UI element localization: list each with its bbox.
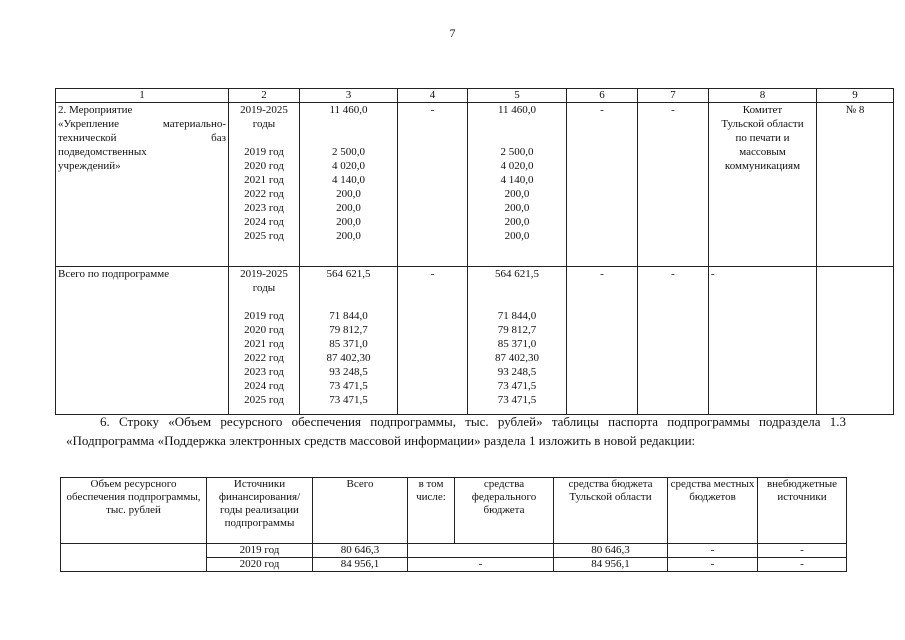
col-header-9: 9: [817, 89, 894, 103]
measure-regional: 11 460,0 2 500,0 4 020,0 4 140,0 200,0 200,0 200,0 200,0: [468, 103, 567, 267]
measure-col9: № 8: [817, 103, 894, 267]
passport-year: 2019 год: [207, 544, 313, 558]
passport-header-row: [61, 478, 847, 544]
passport-header-including: в том числе:: [408, 478, 455, 544]
total-col9: [817, 267, 894, 415]
amendment-text: 6. Строку «Объем ресурсного обеспечения подпрограммы, тыс. рублей» таблицы паспорта подпрограммы подраздела 1.3 «Подпрограмма «Поддержка электронных средств массовой информации» раздела 1 изложить в новой редакции:: [66, 414, 846, 448]
passport-federal: -: [408, 558, 554, 572]
passport-table: [60, 477, 847, 572]
table-header-row: [56, 89, 894, 103]
passport-extra: -: [758, 558, 847, 572]
table-row-measure: [56, 103, 894, 267]
passport-total: 84 956,1: [313, 558, 408, 572]
passport-header-extra: внебюджетные источники: [758, 478, 847, 544]
passport-header-regional: средства бюджета Тульской области: [554, 478, 668, 544]
measure-col4: -: [398, 103, 468, 267]
col-header-7: 7: [638, 89, 709, 103]
passport-extra: -: [758, 544, 847, 558]
passport-federal: [408, 544, 554, 558]
passport-empty-cell: [61, 544, 207, 572]
passport-header-volume: Объем ресурсного обеспечения подпрограммы, тыс. рублей: [61, 478, 207, 544]
passport-total: 80 646,3: [313, 544, 408, 558]
passport-regional: 84 956,1: [554, 558, 668, 572]
col-header-2: 2: [229, 89, 300, 103]
passport-row-2019: [61, 544, 847, 558]
col-header-8: 8: [709, 89, 817, 103]
measure-total: 11 460,0 2 500,0 4 020,0 4 140,0 200,0 200,0 200,0 200,0: [300, 103, 398, 267]
measure-name: 2. Мероприятие «Укрепление материально- технической баз подведомственных учреждений»: [56, 103, 229, 267]
total-col6: -: [567, 267, 638, 415]
table-row-total: [56, 267, 894, 415]
col-header-4: 4: [398, 89, 468, 103]
page-number: 7: [449, 26, 456, 40]
passport-header-total: Всего: [313, 478, 408, 544]
col-header-6: 6: [567, 89, 638, 103]
total-sum: 564 621,5 71 844,0 79 812,7 85 371,0 87 402,30 93 248,5 73 471,5 73 471,5: [300, 267, 398, 415]
col-header-3: 3: [300, 89, 398, 103]
passport-regional: 80 646,3: [554, 544, 668, 558]
col-header-5: 5: [468, 89, 567, 103]
passport-header-sources: Источники финансирования/ годы реализации подпрограммы: [207, 478, 313, 544]
measure-col7: -: [638, 103, 709, 267]
total-regional: 564 621,5 71 844,0 79 812,7 85 371,0 87 402,30 93 248,5 73 471,5 73 471,5: [468, 267, 567, 415]
passport-header-federal: средства федерального бюджета: [455, 478, 554, 544]
funding-table: [55, 88, 894, 415]
total-col8: -: [709, 267, 817, 415]
amendment-paragraph: [66, 412, 846, 450]
total-col4: -: [398, 267, 468, 415]
measure-executor: Комитет Тульской области по печати и массовым коммуникациям: [709, 103, 817, 267]
passport-header-local: средства местных бюджетов: [668, 478, 758, 544]
passport-local: -: [668, 558, 758, 572]
passport-local: -: [668, 544, 758, 558]
total-name: Всего по подпрограмме: [56, 267, 229, 415]
total-years: 2019-2025 годы 2019 год 2020 год 2021 год 2022 год 2023 год 2024 год 2025 год: [229, 267, 300, 415]
passport-year: 2020 год: [207, 558, 313, 572]
measure-col6: -: [567, 103, 638, 267]
measure-years: 2019-2025 годы 2019 год 2020 год 2021 год 2022 год 2023 год 2024 год 2025 год: [229, 103, 300, 267]
col-header-1: 1: [56, 89, 229, 103]
total-col7: -: [638, 267, 709, 415]
